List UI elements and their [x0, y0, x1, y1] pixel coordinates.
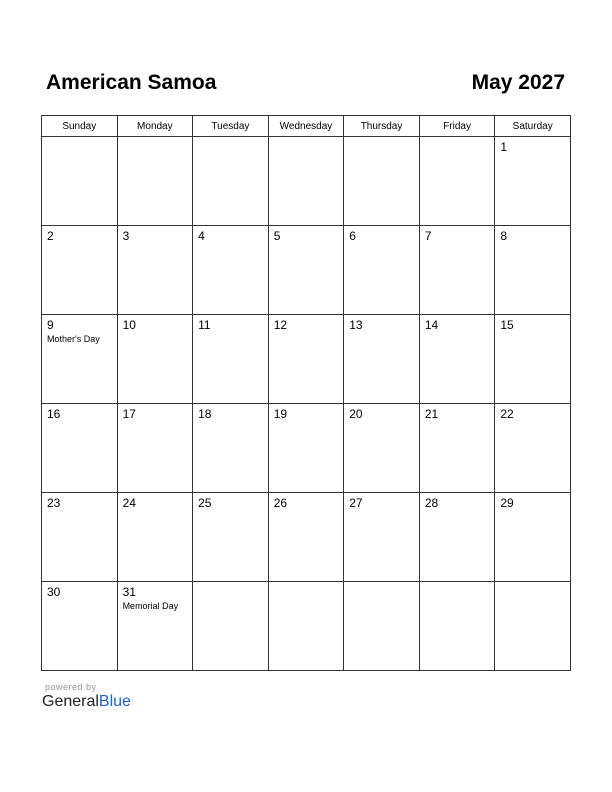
footer-branding	[42, 682, 131, 711]
day-number: 28	[424, 496, 439, 510]
day-number: 15	[500, 318, 514, 332]
day-cell	[193, 493, 269, 582]
day-number: 5	[273, 229, 281, 243]
day-cell	[117, 226, 193, 315]
empty-day-cell	[117, 137, 193, 226]
empty-day-cell	[268, 137, 344, 226]
empty-day-cell	[419, 582, 495, 671]
brand-general: General	[42, 693, 99, 710]
generalblue-logo[interactable]	[42, 693, 131, 711]
day-cell	[117, 315, 193, 404]
weekday-monday: Monday	[117, 116, 193, 137]
day-number: 20	[349, 407, 363, 421]
week-row	[42, 404, 571, 493]
day-cell	[117, 404, 193, 493]
day-number: 24	[122, 496, 136, 510]
day-number: 26	[273, 496, 288, 510]
empty-day-cell	[268, 582, 344, 671]
weekday-wednesday: Wednesday	[268, 116, 344, 137]
week-row	[42, 493, 571, 582]
day-cell	[419, 315, 495, 404]
brand-blue: Blue	[98, 693, 131, 710]
day-cell	[42, 315, 118, 404]
day-number: 6	[349, 229, 356, 243]
week-row	[42, 226, 571, 315]
day-cell	[495, 315, 571, 404]
day-cell	[268, 493, 344, 582]
week-row	[42, 582, 571, 671]
day-number: 31	[122, 585, 136, 599]
empty-day-cell	[193, 137, 269, 226]
day-cell	[42, 404, 118, 493]
day-number: 21	[424, 407, 439, 421]
day-cell	[419, 226, 495, 315]
day-cell	[42, 226, 118, 315]
holiday-label: Mother's Day	[47, 334, 100, 344]
day-number: 22	[500, 407, 514, 421]
day-cell	[495, 404, 571, 493]
empty-day-cell	[42, 137, 118, 226]
day-cell	[344, 226, 420, 315]
day-number: 17	[122, 407, 136, 421]
day-number: 16	[47, 407, 61, 421]
day-number: 13	[349, 318, 363, 332]
day-number: 9	[47, 318, 54, 332]
month-year-title: May 2027	[471, 71, 565, 94]
day-number: 29	[500, 496, 514, 510]
day-number: 10	[122, 318, 136, 332]
weekday-header-row	[42, 116, 571, 137]
day-cell	[193, 315, 269, 404]
day-number: 3	[122, 229, 130, 243]
day-cell	[117, 582, 193, 671]
weekday-friday: Friday	[419, 116, 495, 137]
day-number: 30	[47, 585, 61, 599]
day-cell	[344, 315, 420, 404]
day-cell	[42, 493, 118, 582]
day-cell	[193, 226, 269, 315]
day-number: 14	[424, 318, 439, 332]
day-number: 4	[198, 229, 205, 243]
day-cell	[344, 493, 420, 582]
day-number: 1	[500, 140, 508, 154]
day-number: 18	[198, 407, 212, 421]
empty-day-cell	[495, 582, 571, 671]
empty-day-cell	[344, 137, 420, 226]
day-number: 2	[47, 229, 54, 243]
day-cell	[42, 582, 118, 671]
holiday-label: Memorial Day	[122, 601, 179, 611]
day-cell	[268, 404, 344, 493]
day-cell	[193, 404, 269, 493]
calendar-grid	[41, 115, 571, 671]
day-cell	[495, 137, 571, 226]
day-number: 19	[273, 407, 288, 421]
day-number: 27	[349, 496, 363, 510]
day-cell	[268, 226, 344, 315]
day-cell	[117, 493, 193, 582]
day-number: 25	[198, 496, 212, 510]
day-number: 12	[273, 318, 288, 332]
powered-by-text: powered by	[45, 682, 97, 692]
empty-day-cell	[419, 137, 495, 226]
weekday-saturday: Saturday	[495, 116, 571, 137]
country-title: American Samoa	[46, 71, 217, 94]
day-number: 23	[47, 496, 61, 510]
weekday-tuesday: Tuesday	[193, 116, 269, 137]
day-cell	[495, 493, 571, 582]
empty-day-cell	[193, 582, 269, 671]
weekday-thursday: Thursday	[344, 116, 420, 137]
day-cell	[344, 404, 420, 493]
week-row	[42, 315, 571, 404]
day-number: 7	[424, 229, 432, 243]
weekday-sunday: Sunday	[42, 116, 118, 137]
day-number: 8	[500, 229, 508, 243]
day-cell	[268, 315, 344, 404]
day-cell	[495, 226, 571, 315]
day-number: 11	[198, 318, 211, 332]
day-cell	[419, 493, 495, 582]
day-cell	[419, 404, 495, 493]
week-row	[42, 137, 571, 226]
empty-day-cell	[344, 582, 420, 671]
